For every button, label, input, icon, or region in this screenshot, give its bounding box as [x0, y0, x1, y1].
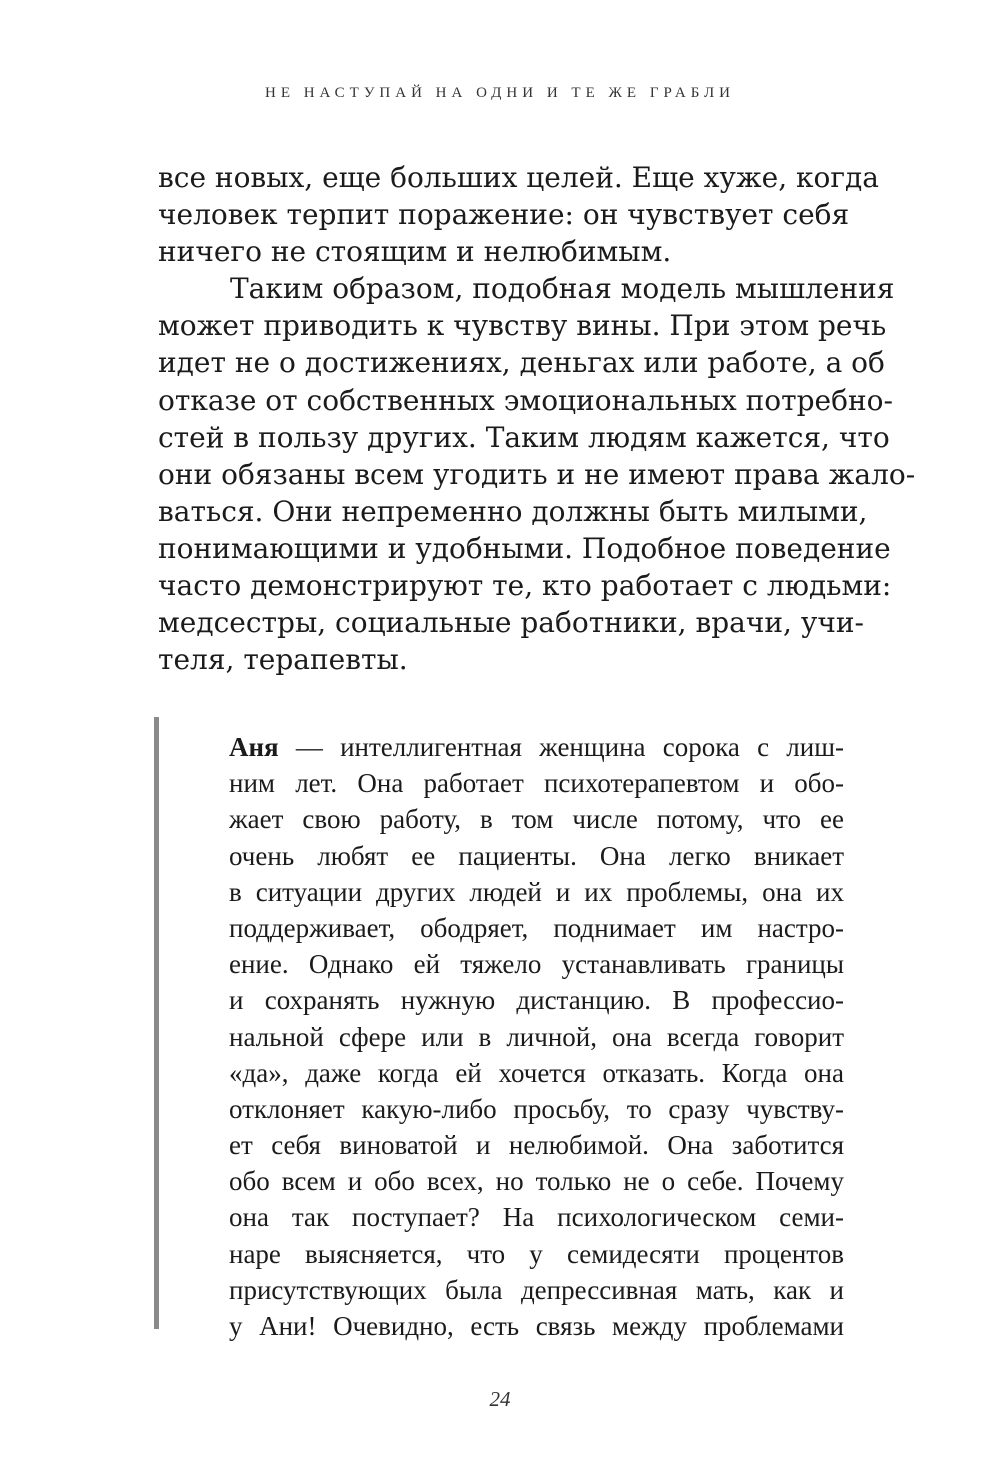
case-line: отклоняет какую-либо просьбу, то сразу чувству-	[229, 1093, 844, 1124]
case-line: ение. Однако ей тяжело устанавливать границы	[229, 949, 844, 980]
case-line: «да», даже когда ей хочется отказать. Когда она	[229, 1057, 844, 1088]
text-line: медсестры, социальные работники, врачи, учи-	[158, 606, 864, 640]
text-line: ваться. Они непременно должны быть милыми,	[158, 494, 868, 528]
page-number: 24	[489, 1387, 511, 1411]
case-line: поддерживает, ободряет, поднимает им настро-	[229, 912, 844, 943]
text-line: теля, терапевты.	[158, 643, 408, 677]
case-line: жает свою работу, в том числе потому, что ее	[229, 804, 844, 835]
case-line: у Ани! Очевидно, есть связь между проблемами	[229, 1311, 844, 1341]
case-line: ним лет. Она работает психотерапевтом и обо-	[229, 768, 844, 799]
case-line: и сохранять нужную дистанцию. В профессио-	[229, 985, 844, 1016]
text-line: отказе от собственных эмоциональных потребно-	[158, 383, 893, 417]
text-line: может приводить к чувству вины. При этом речь	[158, 309, 887, 343]
case-line: обо всем и обо всех, но только не о себе. Почему	[229, 1166, 844, 1197]
case-study-text	[229, 729, 844, 1344]
case-line: в ситуации других людей и их проблемы, она их	[229, 876, 844, 907]
sidebar-vertical-rule	[154, 717, 159, 1329]
text-line: понимающими и удобными. Подобное поведение	[158, 531, 891, 565]
case-line: очень любят ее пациенты. Она легко вникает	[229, 840, 844, 871]
text-line: ничего не стоящим и нелюбимым.	[158, 235, 672, 269]
case-line	[229, 729, 844, 765]
case-line: наре выясняется, что у семидесяти процентов	[229, 1238, 844, 1269]
case-study-block	[154, 717, 844, 1341]
text-line: стей в пользу других. Таким людям кажется, что	[158, 420, 890, 454]
text-line: человек терпит поражение: он чувствует себя	[158, 198, 850, 232]
text-line: все новых, еще больших целей. Еще хуже, когда	[158, 161, 879, 194]
text-line: часто демонстрируют те, кто работает с людьми:	[158, 569, 892, 603]
text-line: они обязаны всем угодить и не имеют права жало-	[158, 457, 916, 491]
case-line: нальной сфере или в личной, она всегда говорит	[229, 1021, 844, 1052]
case-name: Аня	[229, 732, 279, 762]
case-line-rest: — интеллигентная женщина сорока с лиш-	[278, 732, 844, 762]
text-line: идет не о достижениях, деньгах или работе, а об	[158, 346, 885, 380]
case-line: ет себя виноватой и нелюбимой. Она заботится	[229, 1130, 844, 1161]
main-text	[158, 159, 916, 678]
running-header: НЕ НАСТУПАЙ НА ОДНИ И ТЕ ЖЕ ГРАБЛИ	[264, 85, 736, 101]
case-line: она так поступает? На психологическом семи-	[229, 1202, 844, 1233]
case-line: присутствующих была депрессивная мать, как и	[229, 1274, 844, 1305]
text-line: Таким образом, подобная модель мышления	[230, 272, 895, 306]
